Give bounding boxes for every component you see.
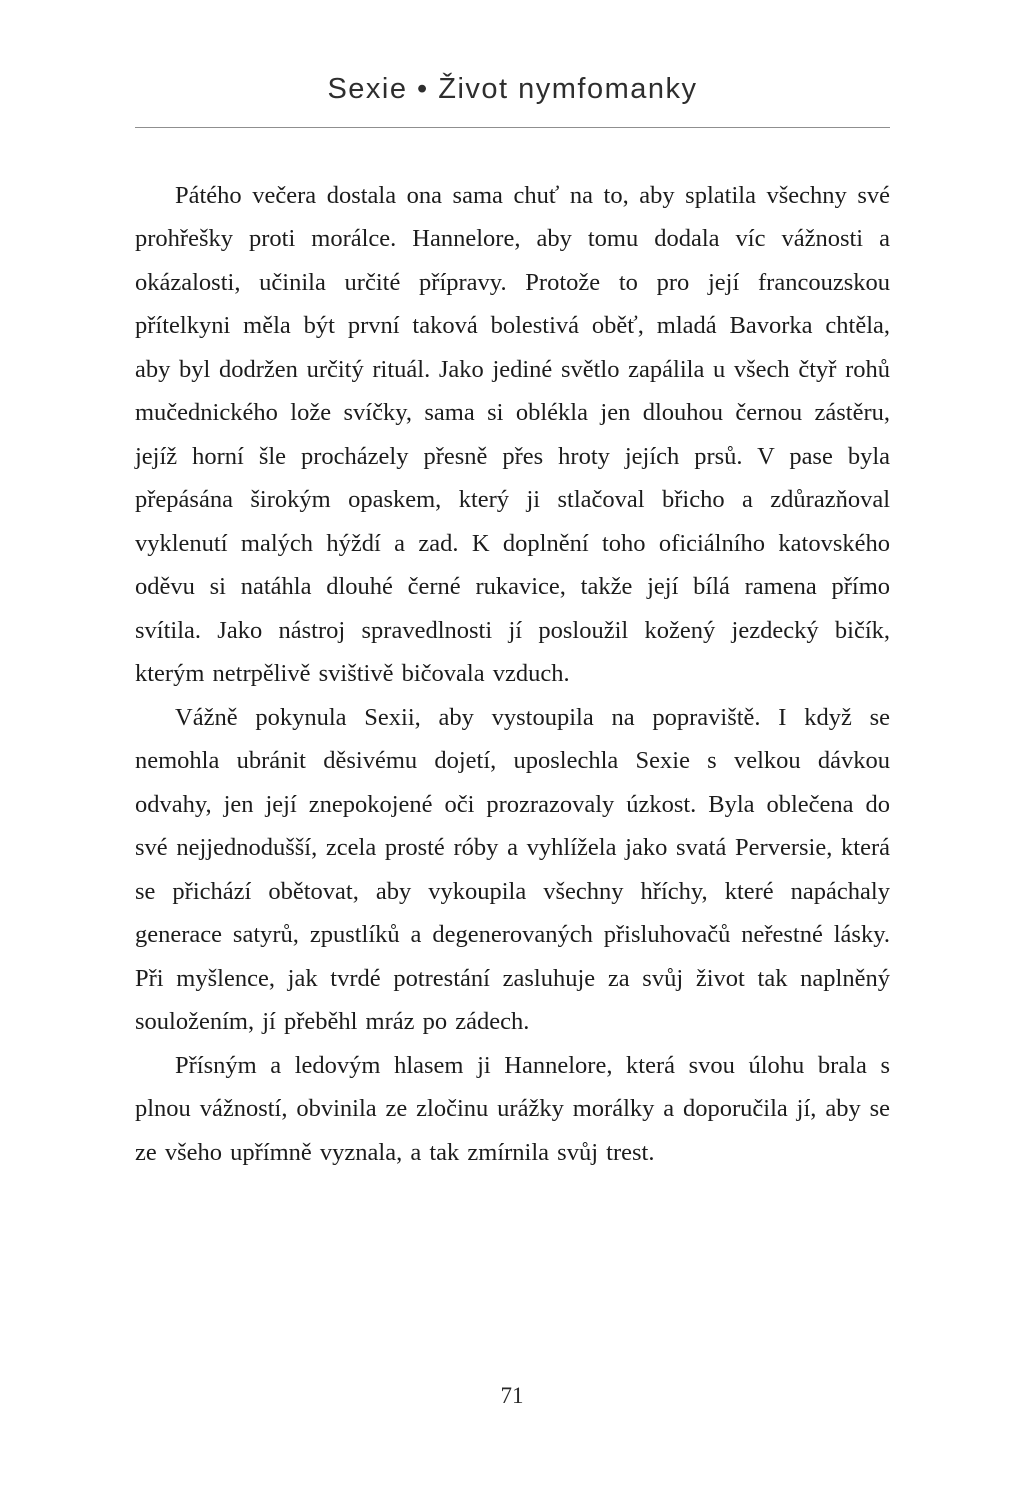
paragraph-1: Pátého večera dostala ona sama chuť na to, aby splatila všechny své prohřešky proti morálce. Hannelore, aby tomu dodala víc vážnosti a okázalosti, učinila určité přípravy. Protože to pro její francouzskou přítelkyni měla být první taková bolestivá oběť, mladá Bavorka chtěla, aby byl dodržen určitý rituál. Jako jediné světlo zapálila u všech čtyř rohů mučednického lože svíčky, sama si oblékla jen dlouhou černou zástěru, jejíž horní šle procházely přesně přes hroty jejích prsů. V pase byla přepásána širokým opaskem, který ji stlačoval břicho a zdůrazňoval vyklenutí malých hýždí a zad. K doplnění toho oficiálního katovského oděvu si natáhla dlouhé černé rukavice, takže její bílá ramena přímo svítila. Jako nástroj spravedlnosti jí posloužil kožený jezdecký bičík, kterým netrpělivě svištivě bičovala vzduch. xyxy=(135,181,890,688)
running-header: Sexie • Život nymfomanky xyxy=(327,73,698,105)
paragraph-3: Přísným a ledovým hlasem ji Hannelore, která svou úlohu brala s plnou vážností, obvinila ze zločinu urážky morálky a doporučila jí, aby se ze všeho upřímně vyznala, a tak zmírnila svůj trest. xyxy=(135,1051,890,1166)
header-rule xyxy=(135,127,890,128)
body-text xyxy=(135,174,890,1175)
page-number: 71 xyxy=(500,1383,524,1408)
paragraph-2: Vážně pokynula Sexii, aby vystoupila na popraviště. I když se nemohla ubránit děsivému dojetí, uposlechla Sexie s velkou dávkou odvahy, jen její znepokojené oči prozrazovaly úzkost. Byla oblečena do své nejjednodušší, zcela prosté róby a vyhlížela jako svatá Perversie, která se přichází obětovat, aby vykoupila všechny hříchy, které napáchaly generace satyrů, zpustlíků a degenerovaných přisluhovačů neřestné lásky. Při myšlence, jak tvrdé potrestání zasluhuje za svůj život tak naplněný souložením, jí přeběhl mráz po zádech. xyxy=(135,703,890,1036)
